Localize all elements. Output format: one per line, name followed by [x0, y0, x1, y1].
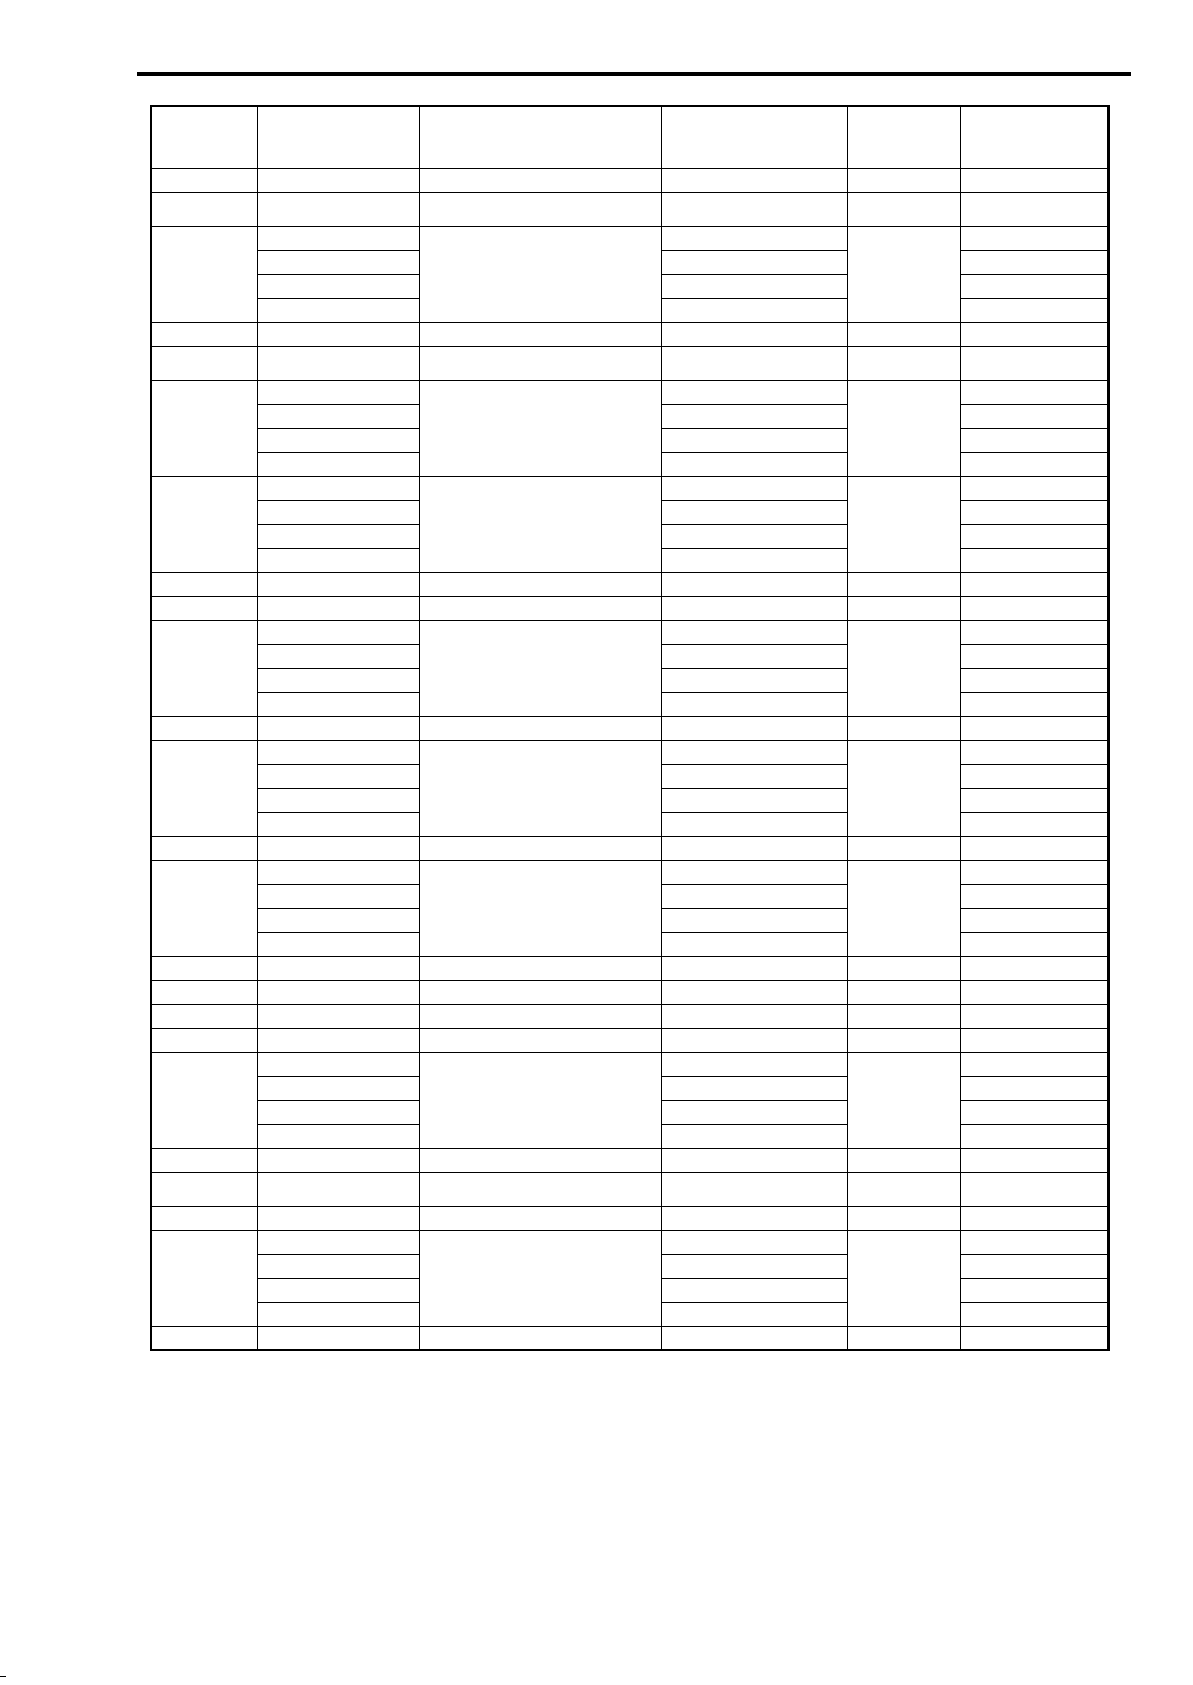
table-row: [151, 1230, 1109, 1254]
table-cell-sub: [960, 404, 1107, 428]
table-cell-sub: [960, 452, 1107, 476]
table-cell-c6: [960, 226, 1107, 250]
table-cell-c2: [257, 836, 419, 860]
table-cell-c6: [960, 168, 1107, 192]
table-cell-c1: [151, 380, 257, 476]
table-cell-c1: [151, 956, 257, 980]
table-cell-c4: [661, 860, 847, 884]
table-cell-c6: [960, 980, 1107, 1004]
table-cell-c6: [960, 192, 1107, 226]
table-cell-sub: [257, 812, 419, 836]
table-cell-sub: [661, 524, 847, 548]
table-row: [151, 226, 1109, 250]
table-cell-c5: [847, 716, 960, 740]
table-cell-c4: [661, 1004, 847, 1028]
table-cell-c4: [661, 322, 847, 346]
table-cell-sub: [661, 812, 847, 836]
table-row: [151, 860, 1109, 884]
table-cell-c4: [661, 1028, 847, 1052]
table-row: [151, 192, 1109, 226]
table-cell-c1: [151, 1230, 257, 1326]
table-cell-c1: [151, 716, 257, 740]
table-cell-c4: [661, 596, 847, 620]
table-cell-c1: [151, 1004, 257, 1028]
table-row: [151, 322, 1109, 346]
table-cell-c5: [847, 740, 960, 836]
table-cell-sub: [257, 1124, 419, 1148]
header-cell-c2: [257, 106, 419, 168]
table-cell-c1: [151, 1172, 257, 1206]
table-cell-c5: [847, 192, 960, 226]
table-cell-c6: [960, 1052, 1107, 1076]
table-cell-c6: [960, 956, 1107, 980]
table-cell-c2: [257, 716, 419, 740]
table-cell-c1: [151, 1148, 257, 1172]
table-cell-c4: [661, 168, 847, 192]
table-cell-c6: [960, 346, 1107, 380]
table-cell-sub: [661, 668, 847, 692]
table-cell-sub: [661, 1278, 847, 1302]
data-table: [150, 105, 1110, 1351]
header-cell-c5: [847, 106, 960, 168]
table-cell-sub: [960, 500, 1107, 524]
table-cell-c3: [419, 1028, 661, 1052]
table-row: [151, 836, 1109, 860]
table-cell-c2: [257, 1052, 419, 1076]
table-cell-c2: [257, 1028, 419, 1052]
table-cell-sub: [257, 884, 419, 908]
table-cell-sub: [257, 908, 419, 932]
table-cell-c2: [257, 1172, 419, 1206]
table-cell-c5: [847, 980, 960, 1004]
table-cell-sub: [960, 298, 1107, 322]
table-cell-c1: [151, 860, 257, 956]
table-cell-c1: [151, 620, 257, 716]
table-cell-c3: [419, 1052, 661, 1148]
table-cell-sub: [257, 250, 419, 274]
table-cell-c6: [960, 1004, 1107, 1028]
table-cell-c6: [960, 1148, 1107, 1172]
table-cell-c2: [257, 620, 419, 644]
table-cell-c3: [419, 1206, 661, 1230]
table-cell-c1: [151, 226, 257, 322]
table-cell-c1: [151, 476, 257, 572]
table-cell-sub: [661, 908, 847, 932]
table-cell-sub: [960, 524, 1107, 548]
table-cell-sub: [960, 764, 1107, 788]
table-cell-c5: [847, 596, 960, 620]
table-cell-sub: [661, 884, 847, 908]
table-cell-c5: [847, 1148, 960, 1172]
table-cell-sub: [257, 932, 419, 956]
table-cell-sub: [661, 500, 847, 524]
table-cell-c5: [847, 346, 960, 380]
table-cell-sub: [257, 524, 419, 548]
table-cell-c2: [257, 1230, 419, 1254]
table-cell-sub: [661, 764, 847, 788]
table-cell-sub: [960, 1100, 1107, 1124]
table-cell-sub: [257, 644, 419, 668]
table-cell-c3: [419, 836, 661, 860]
table-cell-c1: [151, 1206, 257, 1230]
table-row: [151, 476, 1109, 500]
table-cell-sub: [960, 274, 1107, 298]
table-cell-c4: [661, 380, 847, 404]
table-cell-c5: [847, 1206, 960, 1230]
table-row: [151, 572, 1109, 596]
table-cell-sub: [661, 932, 847, 956]
table-cell-c2: [257, 956, 419, 980]
table-cell-c5: [847, 572, 960, 596]
table-cell-c4: [661, 740, 847, 764]
header-rule: [137, 72, 1131, 76]
table-cell-c4: [661, 476, 847, 500]
table-cell-c3: [419, 380, 661, 476]
table-row: [151, 1148, 1109, 1172]
table-cell-sub: [1107, 812, 1109, 836]
table-cell-sub: [960, 1124, 1107, 1148]
table-cell-sub: [257, 1302, 419, 1326]
table-cell-c6: [960, 1326, 1107, 1350]
table-cell-c4: [661, 620, 847, 644]
table-cell-c2: [257, 476, 419, 500]
table-cell-sub: [257, 1278, 419, 1302]
table-cell-c4: [661, 1172, 847, 1206]
table-cell-c2: [257, 1004, 419, 1028]
table-row: [151, 1004, 1109, 1028]
table-cell-c5: [847, 226, 960, 322]
table-cell-sub: [960, 1076, 1107, 1100]
page-corner-mark: [0, 1676, 6, 1683]
table-cell-c4: [661, 716, 847, 740]
table-cell-sub: [257, 788, 419, 812]
table-cell-sub: [960, 788, 1107, 812]
table-row: [151, 1172, 1109, 1206]
table-cell-c2: [257, 346, 419, 380]
table-cell-c6: [960, 740, 1107, 764]
table-cell-c6: [960, 322, 1107, 346]
table-cell-sub: [960, 428, 1107, 452]
table-cell-c2: [257, 596, 419, 620]
table-cell-c3: [419, 1172, 661, 1206]
table-row: [151, 346, 1109, 380]
table-cell-c1: [151, 192, 257, 226]
table-cell-c5: [847, 1230, 960, 1326]
table-cell-c3: [419, 322, 661, 346]
table-body: [151, 106, 1109, 1350]
table-cell-c2: [257, 192, 419, 226]
table-cell-sub: [661, 428, 847, 452]
table-cell-c3: [419, 596, 661, 620]
table-cell-c3: [419, 716, 661, 740]
table-cell-sub: [257, 428, 419, 452]
table-cell-sub: [257, 452, 419, 476]
table-row: [151, 620, 1109, 644]
table-cell-sub: [257, 298, 419, 322]
table-cell-c3: [419, 572, 661, 596]
table-cell-sub: [257, 1254, 419, 1278]
table-cell-c3: [419, 226, 661, 322]
table-cell-c5: [847, 860, 960, 956]
table-row: [151, 1326, 1109, 1350]
table-cell-sub: [661, 692, 847, 716]
table-cell-sub: [661, 788, 847, 812]
table-cell-sub: [257, 404, 419, 428]
table-row: [151, 956, 1109, 980]
table-cell-sub: [661, 1124, 847, 1148]
table-cell-sub: [960, 812, 1107, 836]
table-cell-sub: [661, 250, 847, 274]
table-cell-c3: [419, 192, 661, 226]
table-cell-sub: [661, 1302, 847, 1326]
table-cell-c1: [151, 596, 257, 620]
table-cell-c2: [257, 168, 419, 192]
table-cell-c3: [419, 346, 661, 380]
table-cell-c3: [419, 1326, 661, 1350]
header-row: [151, 106, 1109, 168]
table-cell-c2: [257, 380, 419, 404]
table-cell-c3: [419, 620, 661, 716]
table-cell-sub: [257, 1076, 419, 1100]
table-cell-c1: [151, 322, 257, 346]
table-cell-c2: [257, 572, 419, 596]
table-cell-c5: [847, 956, 960, 980]
table-cell-sub: [960, 1278, 1107, 1302]
table-cell-c3: [419, 1230, 661, 1326]
table-cell-c3: [419, 1004, 661, 1028]
table-cell-sub: [257, 692, 419, 716]
header-cell-c3: [419, 106, 661, 168]
table-cell-c4: [661, 1206, 847, 1230]
table-cell-c6: [960, 1028, 1107, 1052]
table-cell-c5: [847, 836, 960, 860]
table-cell-sub: [960, 644, 1107, 668]
table-cell-c1: [151, 346, 257, 380]
table-cell-c2: [257, 322, 419, 346]
table-cell-c5: [847, 476, 960, 572]
table-row: [151, 1028, 1109, 1052]
table-cell-sub: [661, 404, 847, 428]
table-cell-c5: [847, 620, 960, 716]
table-cell-c4: [661, 1052, 847, 1076]
table-cell-c6: [960, 620, 1107, 644]
table-cell-c4: [661, 226, 847, 250]
table-cell-c3: [419, 1148, 661, 1172]
table-cell-sub: [960, 908, 1107, 932]
table-cell-c6: [960, 596, 1107, 620]
table-cell-c1: [151, 1028, 257, 1052]
table-cell-sub: [960, 932, 1107, 956]
table-cell-c3: [419, 956, 661, 980]
table-cell-sub: [661, 1254, 847, 1278]
table-cell-sub: [960, 1254, 1107, 1278]
table-cell-c5: [847, 322, 960, 346]
table-cell-sub: [257, 500, 419, 524]
table-cell-c3: [419, 860, 661, 956]
table-cell-c4: [661, 572, 847, 596]
table-cell-c4: [661, 980, 847, 1004]
table-cell-c6: [960, 572, 1107, 596]
table-cell-sub: [960, 692, 1107, 716]
table-cell-c4: [661, 1148, 847, 1172]
table-cell-c6: [960, 836, 1107, 860]
table-cell-c6: [960, 1172, 1107, 1206]
table-row: [151, 740, 1109, 764]
header-cell-c1: [151, 106, 257, 168]
table-cell-c1: [151, 572, 257, 596]
table-cell-sub: [960, 884, 1107, 908]
table-cell-c2: [257, 1326, 419, 1350]
table-cell-c2: [257, 1206, 419, 1230]
table-cell-sub: [257, 764, 419, 788]
table-cell-c2: [257, 226, 419, 250]
table-cell-c4: [661, 1326, 847, 1350]
table-cell-c4: [661, 346, 847, 380]
table-cell-c4: [661, 192, 847, 226]
table-cell-c2: [257, 1148, 419, 1172]
table-cell-sub: [661, 644, 847, 668]
table-cell-c4: [661, 836, 847, 860]
table-cell-c1: [151, 168, 257, 192]
table-cell-sub: [661, 298, 847, 322]
table-cell-c5: [847, 380, 960, 476]
table-cell-sub: [661, 452, 847, 476]
table-cell-sub: [661, 548, 847, 572]
table-row: [151, 380, 1109, 404]
table-cell-c5: [847, 1326, 960, 1350]
table-cell-c2: [257, 740, 419, 764]
table-cell-sub: [661, 1076, 847, 1100]
table-cell-sub: [257, 274, 419, 298]
table-cell-c2: [257, 860, 419, 884]
table-cell-c6: [960, 1230, 1107, 1254]
header-cell-c4: [661, 106, 847, 168]
table-cell-c6: [960, 380, 1107, 404]
table-cell-c5: [847, 1028, 960, 1052]
table-cell-sub: [960, 1302, 1107, 1326]
table-cell-sub: [661, 1100, 847, 1124]
table-cell-c3: [419, 476, 661, 572]
table-cell-sub: [960, 250, 1107, 274]
table-cell-c3: [419, 168, 661, 192]
table-cell-sub: [257, 668, 419, 692]
table-cell-sub: [257, 1100, 419, 1124]
table-cell-c6: [960, 716, 1107, 740]
table-cell-c5: [847, 168, 960, 192]
header-cell-c6: [960, 106, 1107, 168]
table-cell-c1: [151, 740, 257, 836]
table-cell-c5: [847, 1052, 960, 1148]
table-cell-c1: [151, 980, 257, 1004]
table-cell-c2: [257, 980, 419, 1004]
table-cell-sub: [257, 548, 419, 572]
table-cell-c4: [661, 1230, 847, 1254]
table-cell-sub: [661, 274, 847, 298]
table-row: [151, 596, 1109, 620]
table-row: [151, 168, 1109, 192]
table-cell-c3: [419, 980, 661, 1004]
table-cell-c6: [960, 1206, 1107, 1230]
table-row: [151, 716, 1109, 740]
table-cell-c1: [151, 1326, 257, 1350]
table-row: [151, 1052, 1109, 1076]
table-cell-c3: [419, 740, 661, 836]
table-cell-c5: [847, 1004, 960, 1028]
table-cell-c1: [151, 1052, 257, 1148]
table-cell-c4: [661, 956, 847, 980]
table-row: [151, 980, 1109, 1004]
table-cell-sub: [960, 548, 1107, 572]
table-cell-c6: [960, 476, 1107, 500]
table-row: [151, 1206, 1109, 1230]
table-cell-c1: [151, 836, 257, 860]
table-cell-c5: [847, 1172, 960, 1206]
table-cell-sub: [960, 668, 1107, 692]
table-cell-c6: [960, 860, 1107, 884]
